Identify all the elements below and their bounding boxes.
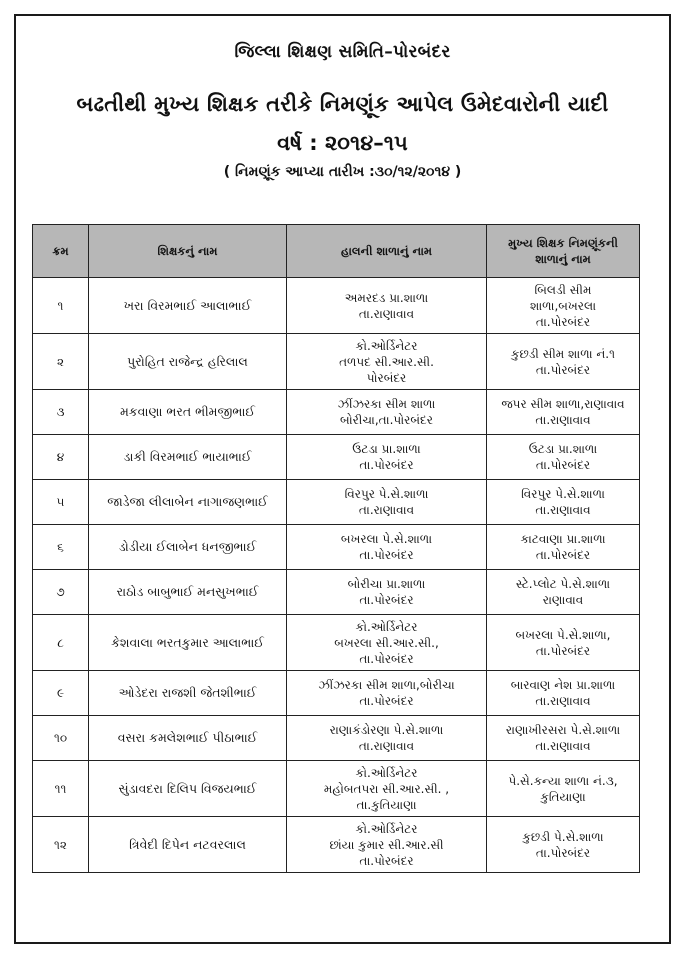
appointed-school-cell: [487, 525, 640, 570]
table-row: [33, 570, 640, 615]
appointed-school-line: બિલડી સીમ: [534, 282, 592, 297]
document-frame: [14, 14, 671, 944]
teacher-name: ઓડેદરા રાજશી જેતશીભાઈ: [89, 671, 287, 716]
appointed-school-line: તા.પોરબંદર: [535, 845, 591, 860]
appointed-school-line: બખરલા પે.સે.શાળા,: [515, 627, 611, 642]
current-school-line: ઝીંઝરકા સીમ શાળા,બોરીચા: [318, 678, 455, 692]
current-school-cell: [287, 525, 487, 570]
serial-number: ૨: [33, 334, 89, 390]
appointed-school-cell: [487, 716, 640, 761]
current-school-line: બખરલા સી.આર.સી.,: [334, 635, 439, 650]
serial-number: ૫: [33, 480, 89, 525]
current-school-line: તા.પોરબંદર: [359, 853, 414, 868]
current-school-line: કો.ઓર્ડિનેટર: [355, 338, 418, 353]
appointed-school-line: તા.પોરબંદર: [535, 458, 591, 472]
teacher-name: રાઠોડ બાબુભાઈ મનસુખભાઈ: [89, 570, 287, 615]
current-school-line: કો.ઓર્ડિનેટર: [355, 619, 418, 634]
current-school-cell: [287, 615, 487, 671]
appointed-school-cell: [487, 817, 640, 873]
appointed-school-line: તા.પોરબંદર: [535, 314, 591, 329]
appointed-school-line: પે.સે.કન્યા શાળા નં.૩,: [508, 773, 618, 788]
document-title: બઢતીથી મુખ્ય શિક્ષક તરીકે નિમણૂંક આપેલ ઉમેદવારોની યાદી: [76, 92, 609, 116]
current-school-line: અમરદડ પ્રા.શાળા: [344, 290, 429, 305]
current-school-line: પોરબંદર: [366, 370, 407, 385]
appointed-school-cell: [487, 480, 640, 525]
serial-number: ૮: [33, 615, 89, 671]
table-row: [33, 615, 640, 671]
appointed-school-line: તા.રાણાવાવ: [535, 503, 591, 517]
serial-number: ૧૦: [33, 716, 89, 761]
current-school-line: તા.રાણાવાવ: [358, 306, 415, 321]
current-school-line: છાંયા કુમાર સી.આર.સી: [329, 837, 444, 852]
current-school-line: બોરીચા પ્રા.શાળા: [347, 577, 426, 591]
current-school-line: તા.રાણાવાવ: [358, 503, 415, 517]
current-school-line: તા.પોરબંદર: [359, 593, 414, 607]
appointed-school-line: તા.રાણાવાવ: [535, 739, 591, 753]
appointed-school-line: રાણાખીરસરા પે.સે.શાળા: [505, 723, 621, 737]
teacher-name: કેશવાલા ભરતકુમાર આલાભાઈ: [89, 615, 287, 671]
appointment-date: ( નિમણૂંક આપ્યા તારીખ :૩૦/૧૨/૨૦૧૪ ): [223, 164, 462, 180]
table-row: [33, 525, 640, 570]
appointed-school-line: જપર સીમ શાળા,રાણાવાવ: [501, 397, 625, 411]
table-row: [33, 716, 640, 761]
appointed-school-line: તા.પોરબંદર: [535, 362, 591, 377]
appointed-school-line: બારવાણ નેશ પ્રા.શાળા: [510, 678, 616, 692]
appointed-school-line: કુછડી સીમ શાળા નં.૧: [511, 346, 615, 361]
organization-name: જિલ્લા શિક્ષણ સમિતિ–પોરબંદર: [234, 42, 451, 62]
teacher-name: ત્રિવેદી દિપેન નટવરલાલ: [89, 817, 287, 873]
current-school-line: તા.કુતિયાણા: [356, 797, 417, 812]
appointed-school-cell: [487, 570, 640, 615]
appointed-school-cell: [487, 435, 640, 480]
serial-number: ૧૧: [33, 761, 89, 817]
serial-number: ૧૨: [33, 817, 89, 873]
appointed-school-cell: [487, 278, 640, 334]
table-row: [33, 761, 640, 817]
current-school-cell: [287, 671, 487, 716]
appointed-school-cell: [487, 671, 640, 716]
appointed-school-line: શાળા,બખરલા: [529, 298, 597, 313]
teacher-name: ખરા વિરમભાઈ આલાભાઈ: [89, 278, 287, 334]
appointed-school-line: કાટવાણા પ્રા.શાળા: [520, 532, 606, 546]
current-school-cell: [287, 480, 487, 525]
current-school-line: તા.પોરબંદર: [359, 458, 414, 472]
serial-number: ૩: [33, 390, 89, 435]
current-school-line: તા.પોરબંદર: [359, 651, 414, 666]
current-school-cell: [287, 435, 487, 480]
teacher-name: જાડેજા લીલાબેન નાગાજણભાઈ: [89, 480, 287, 525]
current-school-line: મહોબતપરા સી.આર.સી. ,: [323, 781, 450, 796]
academic-year: વર્ષ : ૨૦૧૪–૧૫: [277, 131, 408, 155]
current-school-line: બોરીચા,તા.પોરબંદર: [340, 413, 433, 427]
column-header-serial: ક્રમ: [33, 225, 89, 278]
current-school-cell: [287, 817, 487, 873]
current-school-cell: [287, 716, 487, 761]
column-header-appointed-school: મુખ્ય શિક્ષક નિમણૂંકની શાળાનું નામ: [487, 225, 640, 278]
appointed-school-line: વિરપુર પે.સે.શાળા: [521, 487, 605, 501]
teacher-name: ડોડીયા ઈલાબેન ધનજીભાઈ: [89, 525, 287, 570]
table-header-row: [33, 225, 640, 278]
appointments-table: [32, 224, 640, 873]
current-school-cell: [287, 570, 487, 615]
current-school-line: બખરલા પે.સે.શાળા: [340, 532, 433, 546]
current-school-line: વિરપુર પે.સે.શાળા: [344, 487, 429, 501]
serial-number: ૯: [33, 671, 89, 716]
current-school-line: તળપદ સી.આર.સી.: [339, 354, 434, 369]
table-row: [33, 817, 640, 873]
appointed-school-line: તા.પોરબંદર: [535, 548, 591, 562]
teacher-name: વસરા કમલેશભાઈ પીઠાભાઈ: [89, 716, 287, 761]
appointed-school-line: સ્ટે.પ્લોટ પે.સે.શાળા: [515, 577, 611, 591]
current-school-line: ઝીંઝરકા સીમ શાળા: [337, 397, 436, 411]
current-school-line: તા.રાણાવાવ: [358, 739, 415, 753]
teacher-name: પુરોહિત રાજેન્દ્ર હરિલાલ: [89, 334, 287, 390]
appointed-school-cell: [487, 334, 640, 390]
table-row: [33, 390, 640, 435]
current-school-cell: [287, 334, 487, 390]
table-row: [33, 480, 640, 525]
serial-number: ૧: [33, 278, 89, 334]
table-row: [33, 334, 640, 390]
appointed-school-line: તા.રાણાવાવ: [535, 694, 591, 708]
serial-number: ૬: [33, 525, 89, 570]
current-school-line: તા.પોરબંદર: [359, 694, 414, 708]
appointed-school-line: તા.રાણાવાવ: [535, 413, 591, 427]
table-row: [33, 671, 640, 716]
serial-number: ૭: [33, 570, 89, 615]
appointed-school-line: કુછડી પે.સે.શાળા: [522, 829, 604, 844]
appointed-school-cell: [487, 390, 640, 435]
current-school-line: તા.પોરબંદર: [359, 548, 414, 562]
appointed-school-line: રાણાવાવ: [542, 593, 584, 607]
appointed-school-cell: [487, 761, 640, 817]
current-school-cell: [287, 390, 487, 435]
appointed-school-cell: [487, 615, 640, 671]
document-header: [32, 42, 653, 180]
appointed-school-line: તા.પોરબંદર: [535, 643, 591, 658]
teacher-name: ડાકી વિરમભાઈ ભાયાભાઈ: [89, 435, 287, 480]
table-row: [33, 278, 640, 334]
teacher-name: મકવાણા ભરત ભીમજીભાઈ: [89, 390, 287, 435]
current-school-cell: [287, 278, 487, 334]
current-school-cell: [287, 761, 487, 817]
column-header-teacher-name: શિક્ષકનું નામ: [89, 225, 287, 278]
table-row: [33, 435, 640, 480]
column-header-current-school: હાલની શાળાનું નામ: [287, 225, 487, 278]
teacher-name: સુંડાવદરા દિલિપ વિજયભાઈ: [89, 761, 287, 817]
current-school-line: રાણાકંડોરણા પે.સે.શાળા: [329, 723, 444, 737]
current-school-line: કો.ઓર્ડિનેટર: [355, 821, 418, 836]
appointed-school-line: ઉટડા પ્રા.શાળા: [528, 442, 598, 456]
current-school-line: ઉટડા પ્રા.શાળા: [352, 442, 421, 456]
current-school-line: કો.ઓર્ડિનેટર: [355, 765, 418, 780]
serial-number: ૪: [33, 435, 89, 480]
appointed-school-line: કુતિયાણા: [540, 789, 586, 804]
